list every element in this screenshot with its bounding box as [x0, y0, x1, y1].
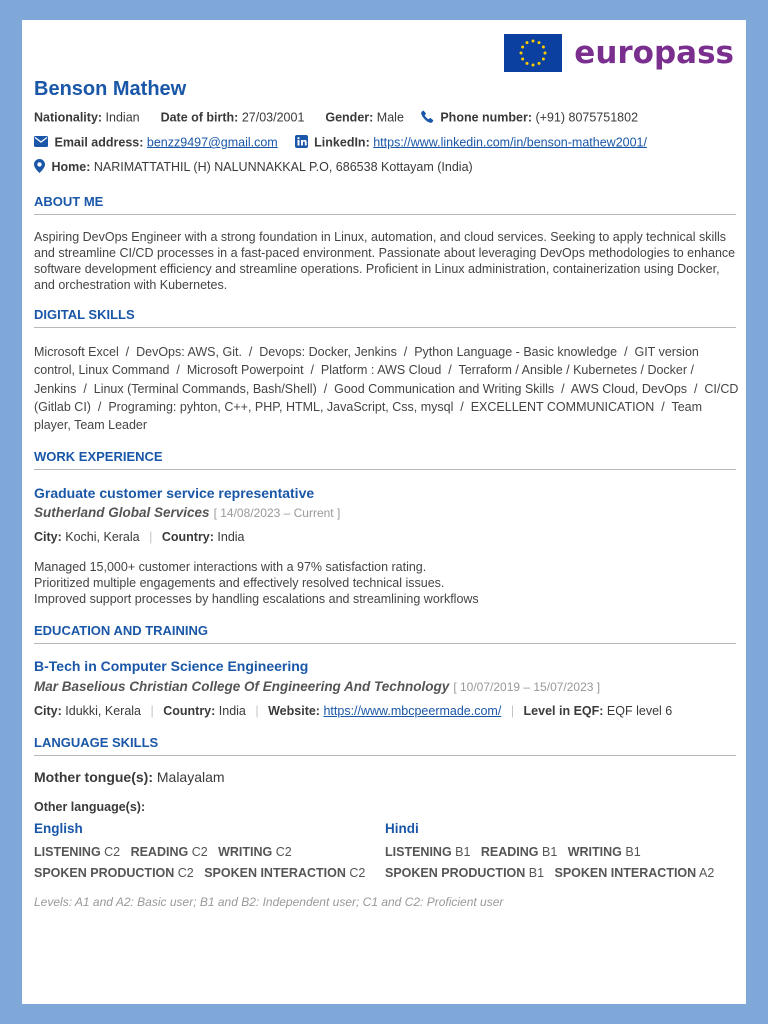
city-label: City:: [34, 530, 62, 544]
flag-star: [538, 41, 541, 44]
digital-skills-text: Microsoft Excel / DevOps: AWS, Git. / Devops: Docker, Jenkins / Python Language - Basic knowledge / GIT version control, Linux Command / Microsoft Powerpoint / Platform : AWS Cloud / Terraform / Ansible / Kubernetes / Docker / Jenkins / Linux (Terminal Commands, Bash/Shell) / Good Communication and Writing Skills / AWS Cloud, DevOps / CI/CD (Gitlab CI) / Programing: pyhton, C++, PHP, HTML, JavaScript, Css, mysql / EXCELLENT COMMUNICATION / Team player, Team Leader: [34, 345, 742, 433]
flag-star: [538, 62, 541, 65]
edu-city-label: City:: [34, 704, 62, 718]
flag-star: [526, 41, 529, 44]
job-line-1: Managed 15,000+ customer interactions with a 97% satisfaction rating.: [34, 560, 427, 574]
job-dates: [ 14/08/2023 – Current ]: [213, 506, 341, 520]
language-levels-row-1: LISTENING B1 READING B1 WRITING B1: [385, 845, 641, 859]
flag-star: [542, 46, 545, 49]
eqf-label: Level in EQF:: [523, 704, 604, 718]
linkedin-label: LinkedIn:: [314, 135, 370, 150]
language-levels-row-1: LISTENING C2 READING C2 WRITING C2: [34, 845, 292, 859]
dob-value: 27/03/2001: [241, 110, 305, 125]
flag-star: [520, 52, 523, 55]
city-value: Kochi, Kerala: [65, 530, 140, 544]
flag-star: [542, 58, 545, 61]
language-name: Hindi: [385, 821, 419, 836]
education-dates: [ 10/07/2019 – 15/07/2023 ]: [453, 680, 601, 694]
personal-info-row: [34, 110, 638, 126]
europass-logo: [504, 34, 734, 72]
location-pin-icon: [34, 159, 45, 176]
website-link[interactable]: https://www.mbcpeermade.com/: [323, 704, 502, 718]
flag-star: [532, 40, 535, 43]
linkedin-link[interactable]: https://www.linkedin.com/in/benson-mathew2001/: [373, 135, 647, 150]
flag-star: [526, 62, 529, 65]
job-line-2: Prioritized multiple engagements and effectively resolved technical issues.: [34, 576, 445, 590]
dob-label: Date of birth:: [160, 110, 239, 125]
nationality-value: Indian: [105, 110, 140, 125]
mother-tongue-label: Mother tongue(s):: [34, 769, 153, 785]
phone-value: (+91) 8075751802: [535, 110, 639, 125]
person-name: Benson Mathew: [34, 78, 187, 100]
school: [34, 679, 600, 694]
gender-value: Male: [376, 110, 404, 125]
nationality-label: Nationality:: [34, 110, 103, 125]
email-link[interactable]: benzz9497@gmail.com: [146, 135, 278, 150]
gender-label: Gender:: [325, 110, 374, 125]
employer-name: Sutherland Global Services: [34, 505, 210, 520]
home-row: [34, 159, 473, 176]
job-line-3: Improved support processes by handling escalations and streamlining workflows: [34, 592, 479, 606]
edu-country-value: India: [218, 704, 246, 718]
flag-star: [544, 52, 547, 55]
phone-icon: [421, 110, 434, 126]
eu-flag-icon: [504, 34, 562, 72]
language-levels-row-2: SPOKEN PRODUCTION B1 SPOKEN INTERACTION A2: [385, 866, 715, 880]
school-name: Mar Baselious Christian College Of Engineering And Technology: [34, 679, 450, 694]
other-languages-label: Other language(s):: [34, 800, 146, 814]
contact-row: [34, 135, 647, 151]
mother-tongue: [34, 769, 225, 785]
eqf-value: EQF level 6: [606, 704, 673, 718]
digital-skills-heading: DIGITAL SKILLS: [34, 307, 736, 328]
work-heading: WORK EXPERIENCE: [34, 449, 736, 470]
home-value: NARIMATTATHIL (H) NALUNNAKKAL P.O, 686538 Kottayam (India): [93, 159, 473, 174]
language-heading: LANGUAGE SKILLS: [34, 735, 736, 756]
email-label: Email address:: [54, 135, 144, 150]
flag-star: [521, 58, 524, 61]
employer: [34, 505, 340, 520]
cv-sheet: [22, 20, 746, 1004]
email-icon: [34, 136, 48, 150]
edu-city-value: Idukki, Kerala: [65, 704, 141, 718]
about-text: Aspiring DevOps Engineer with a strong foundation in Linux, automation, and cloud services. Seeking to apply technical skills and streamline CI/CD processes in a fast-paced environment. Passionate about leveraging DevOps methodologies to enhance software development efficiency and streamline operations. Proficient in Linux administration, containerization using Docker, and orchestration with Kubernetes.: [34, 230, 736, 292]
job-description: [34, 559, 739, 607]
mother-tongue-value: Malayalam: [156, 769, 225, 785]
language-levels-row-2: SPOKEN PRODUCTION C2 SPOKEN INTERACTION C2: [34, 866, 366, 880]
flag-star: [521, 46, 524, 49]
website-label: Website:: [268, 704, 320, 718]
job-title: Graduate customer service representative: [34, 485, 315, 501]
degree-title: B-Tech in Computer Science Engineering: [34, 658, 309, 674]
education-heading: EDUCATION AND TRAINING: [34, 623, 736, 644]
edu-country-label: Country:: [163, 704, 216, 718]
about-heading: ABOUT ME: [34, 194, 736, 215]
job-location: City: Kochi, Kerala | Country: India: [34, 530, 245, 544]
linkedin-icon: [295, 135, 308, 151]
education-details: City: Idukki, Kerala | Country: India | Website: https://www.mbcpeermade.com/ | Level in EQF: EQF level 6: [34, 704, 673, 718]
logo-text: europass: [574, 35, 734, 71]
country-value: India: [217, 530, 245, 544]
phone-label: Phone number:: [440, 110, 533, 125]
levels-note: Levels: A1 and A2: Basic user; B1 and B2: Independent user; C1 and C2: Proficient user: [34, 895, 504, 909]
home-label: Home:: [51, 159, 91, 174]
country-label: Country:: [161, 530, 214, 544]
language-name: English: [34, 821, 83, 836]
flag-star: [532, 64, 535, 67]
top-band: [0, 0, 768, 20]
